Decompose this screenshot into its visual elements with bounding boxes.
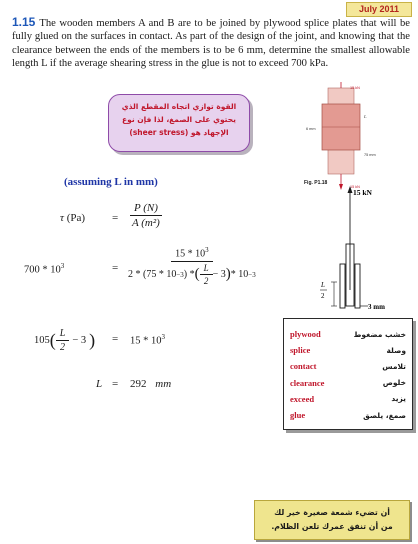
eq2-lhs-value: 700 * 10 bbox=[24, 264, 61, 276]
fig-gap-dim: 6 mm bbox=[306, 127, 316, 131]
eq2-lhs-exp: 3 bbox=[60, 262, 65, 270]
problem-statement bbox=[12, 16, 410, 71]
eq3-coefficient: 105 bbox=[34, 335, 50, 346]
date-badge: July 2011 bbox=[346, 2, 412, 17]
eq4-lhs: L bbox=[96, 378, 103, 390]
plate-right bbox=[355, 264, 360, 308]
assumption-note: (assuming L in mm) bbox=[64, 176, 158, 188]
fig-width-dim: 75 mm bbox=[364, 153, 376, 157]
eq4-equals: = bbox=[112, 378, 119, 390]
sketch-load: 15 kN bbox=[353, 188, 372, 197]
problem-number: 1.15 bbox=[12, 15, 36, 29]
eq4-rhs bbox=[130, 378, 171, 390]
figure-caption: Fig. P1.18 bbox=[304, 180, 328, 186]
fig-l-label: L bbox=[364, 114, 367, 119]
vocab-row: splice وصلة bbox=[290, 345, 406, 356]
eq2-lhs bbox=[24, 262, 64, 276]
sketch-l: L bbox=[321, 281, 325, 289]
vocab-row: plywood خشب مضغوط bbox=[290, 329, 406, 340]
sketch-clearance: 3 mm bbox=[368, 303, 385, 311]
eq1-numerator: P (N) bbox=[130, 202, 162, 216]
arrow-up-icon bbox=[348, 186, 353, 193]
eq2-fraction bbox=[124, 246, 260, 286]
joint-sketch bbox=[310, 186, 414, 314]
eq1-denominator: A (m²) bbox=[132, 217, 160, 229]
tau-unit: (Pa) bbox=[66, 212, 86, 224]
vocab-row: contact تلامس bbox=[290, 361, 406, 372]
eq2-equals: = bbox=[112, 262, 119, 274]
plate-left bbox=[340, 264, 345, 308]
callout-line: يحتوي على الصمغ، لذا فإن نوع bbox=[122, 115, 236, 124]
vocab-row: clearance خلوص bbox=[290, 377, 406, 388]
tau-symbol: τ bbox=[60, 212, 64, 224]
eq1-equals: = bbox=[112, 212, 119, 224]
sketch-2: 2 bbox=[321, 292, 325, 300]
eq2-numerator: $15 * 10^3$ bbox=[171, 246, 213, 262]
result-unit: mm bbox=[155, 378, 172, 390]
quote-box bbox=[254, 500, 410, 540]
vocab-row: glue صمغ، يلصق bbox=[290, 410, 406, 421]
fig-load-bottom: 15 kN bbox=[350, 185, 360, 189]
problem-text: The wooden members A and B are to be joined by plywood splice plates that will be fully glued on the surfaces in contact. As part of the design of the joint, and knowing that the clearance between the ends of the members is to be 6 mm, determine the smallest allowable length L if the average shearing stress in the glue is not to exceed 700 kPa. bbox=[12, 18, 410, 70]
quote-line: من أن تنفق عمرك تلعن الظلام. bbox=[271, 522, 393, 531]
joint-figure bbox=[300, 82, 392, 192]
eq3-equals: = bbox=[112, 333, 119, 345]
eq3-rhs: $15 * 10^3$ bbox=[130, 333, 165, 347]
vocabulary-box bbox=[283, 318, 413, 430]
shear-stress-callout bbox=[108, 94, 250, 152]
equation-stress-definition bbox=[60, 212, 85, 224]
vocab-row: exceed يزيد bbox=[290, 393, 406, 404]
callout-line: القوة توازي اتجاه المقطع الذي bbox=[121, 102, 237, 111]
result-value: 292 bbox=[130, 378, 147, 390]
callout-line: الإجهاد هو (sheer stress) bbox=[129, 128, 229, 137]
quote-line: أن تضيء شمعة صغيرة خير لك bbox=[274, 508, 390, 517]
eq1-fraction bbox=[128, 202, 164, 229]
eq3-lhs: 105 ( $\frac{L}{2}$ − 3 ) bbox=[34, 328, 96, 353]
eq2-denominator: 2 * (75 * 10 −3 ) * ( $\frac{L}{2}$ − 3 ) * 10 −3 bbox=[128, 263, 256, 287]
fig-load-top: 15 kN bbox=[350, 86, 360, 90]
